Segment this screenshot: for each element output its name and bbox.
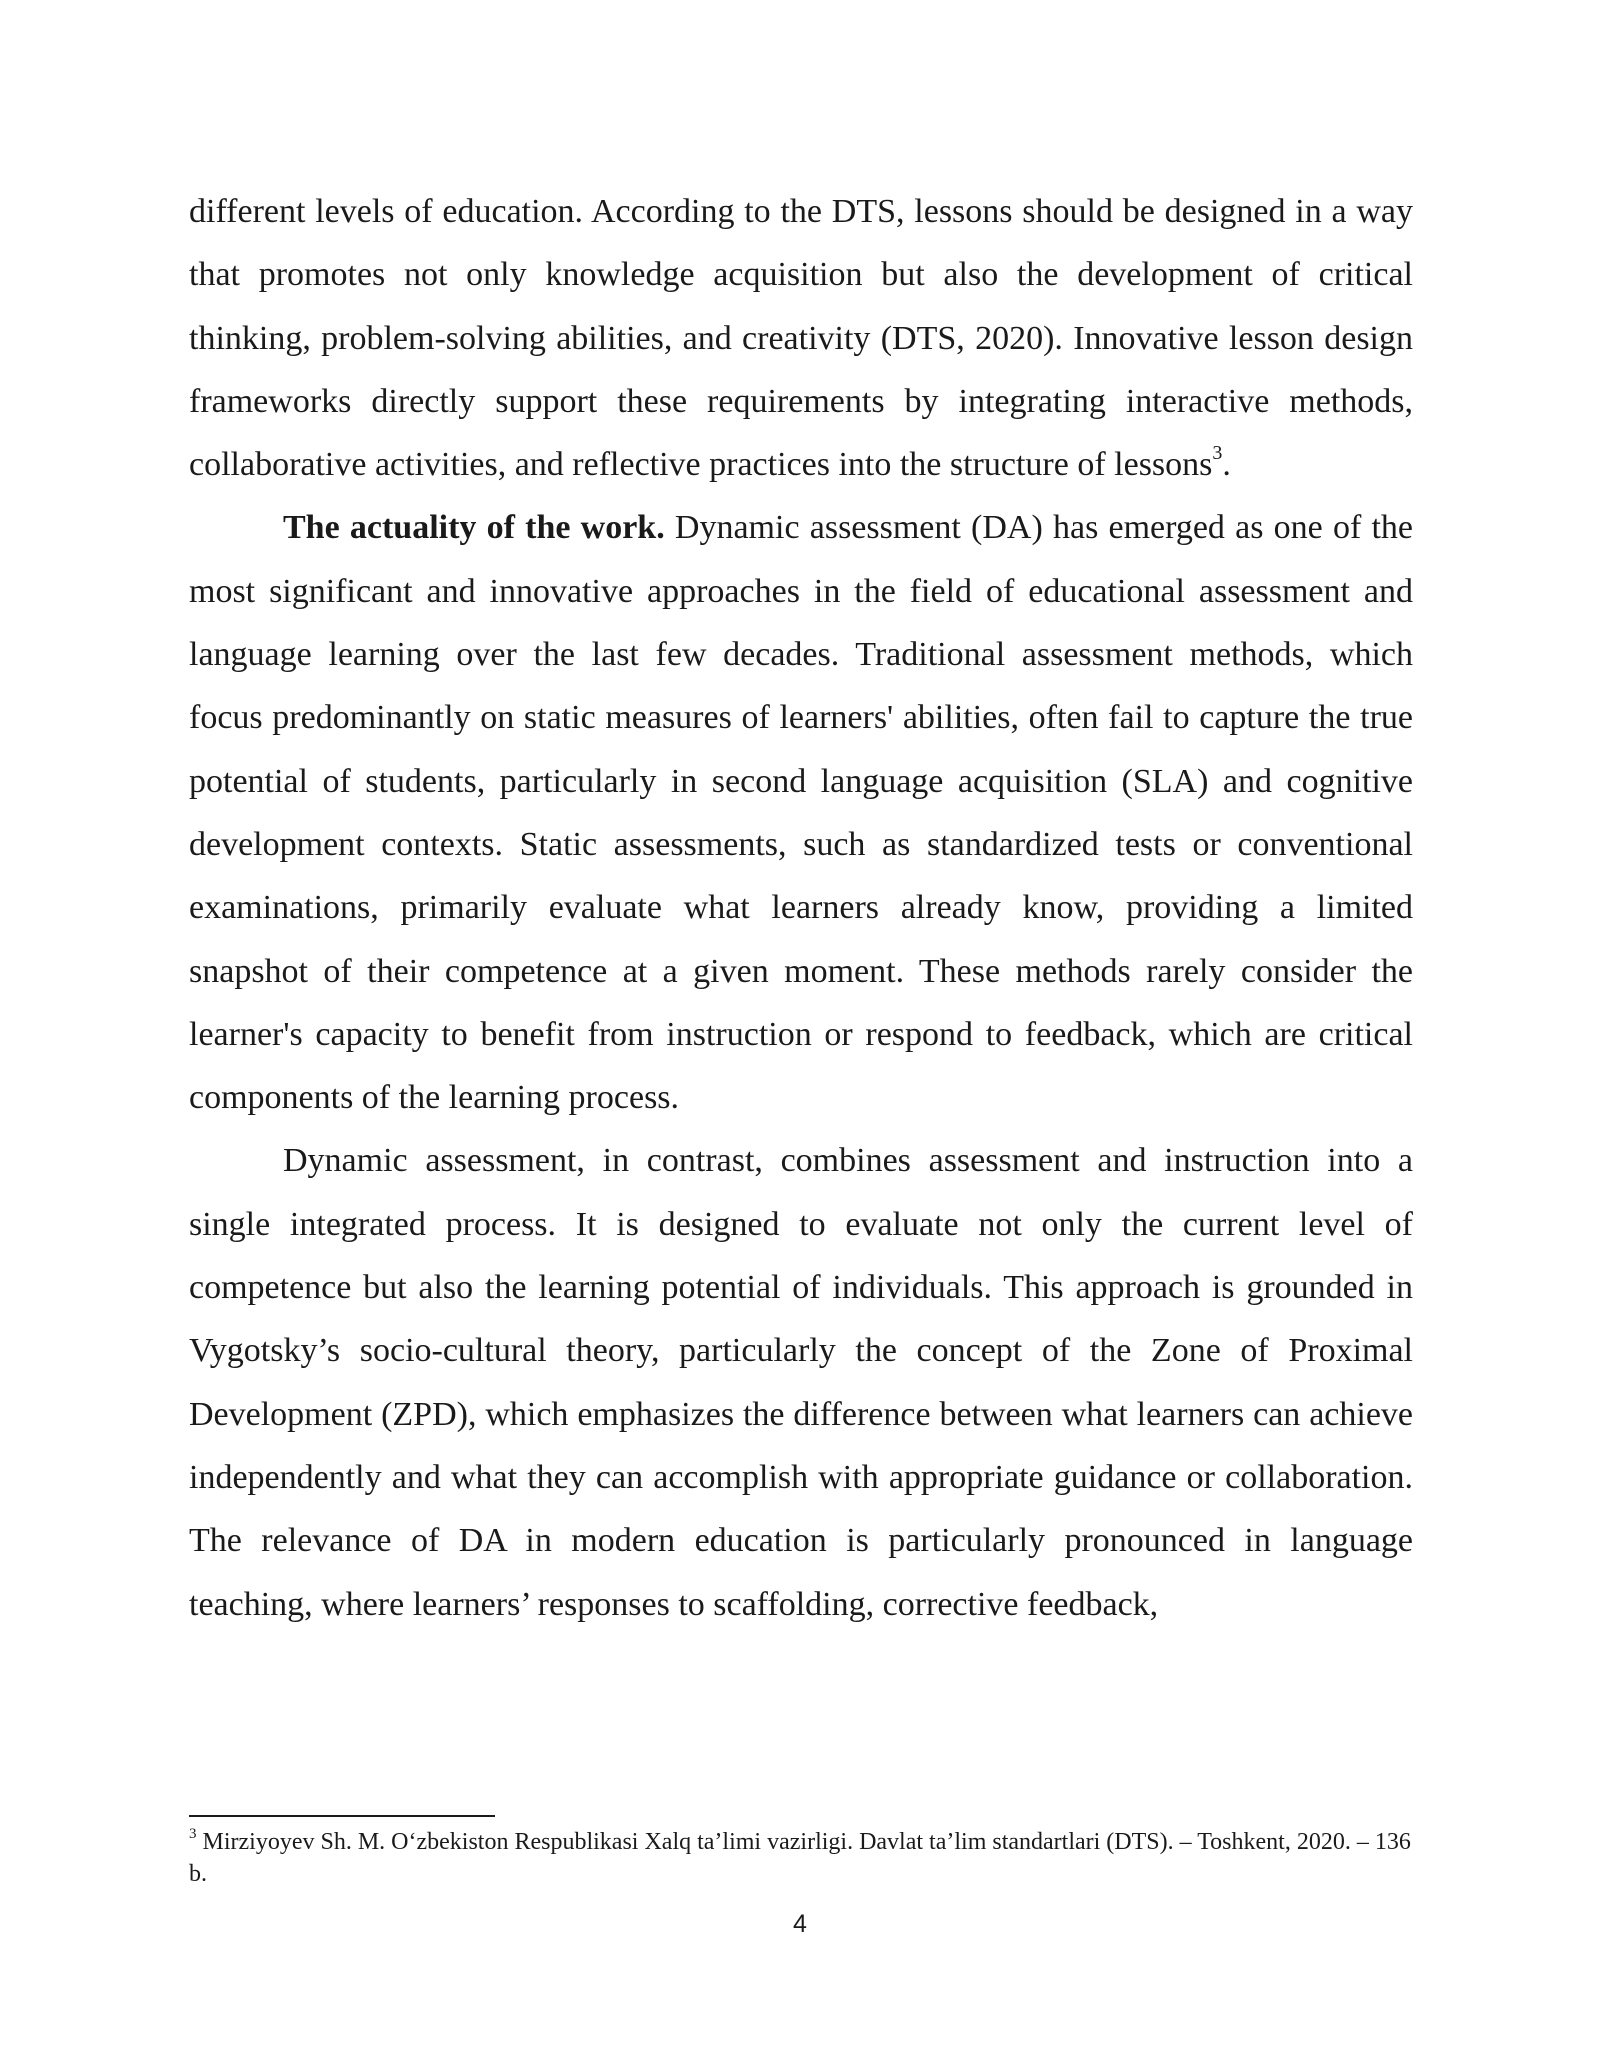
- footnote: [189, 1826, 1413, 1890]
- paragraph-3-text: Dynamic assessment, in contrast, combines assessment and instruction into a single integrated process. It is designed to evaluate not only the current level of competence but also the learning potential of individuals. This approach is grounded in Vygotsky’s socio-cultural theory, particularly the concept of the Zone of Proximal Development (ZPD), which emphasizes the difference between what learners can achieve independently and what they can accomplish with appropriate guidance or collaboration. The relevance of DA in modern education is particularly pronounced in language teaching, where learners’ responses to scaffolding, corrective feedback,: [189, 1142, 1413, 1623]
- footnote-marker: 3: [189, 1826, 197, 1842]
- paragraph-1-ending: .: [1222, 446, 1231, 484]
- paragraph-2: [189, 496, 1413, 1129]
- footnote-text: Mirziyoyev Sh. M. O‘zbekiston Respublikasi Xalq ta’limi vazirligi. Davlat ta’lim standartlari (DTS). – Toshkent, 2020. – 136 b.: [189, 1829, 1411, 1887]
- paragraph-1: [189, 180, 1413, 496]
- section-lead-heading: The actuality of the work.: [283, 509, 665, 547]
- body-text: [189, 180, 1413, 1636]
- footnote-reference[interactable]: 3: [1212, 441, 1223, 464]
- paragraph-1-text: different levels of education. According to the DTS, lessons should be designed in a way that promotes not only knowledge acquisition but also the development of critical thinking, problem-solving abilities, and creativity (DTS, 2020). Innovative lesson design frameworks directly support these requirements by integrating interactive methods, collaborative activities, and reflective practices into the structure of lessons: [189, 193, 1413, 484]
- page-number: 4: [793, 1910, 807, 1938]
- paragraph-3: [189, 1129, 1413, 1635]
- paragraph-2-text: Dynamic assessment (DA) has emerged as one of the most significant and innovative approaches in the field of educational assessment and language learning over the last few decades. Traditional assessment methods, which focus predominantly on static measures of learners' abilities, often fail to capture the true potential of students, particularly in second language acquisition (SLA) and cognitive development contexts. Static assessments, such as standardized tests or conventional examinations, primarily evaluate what learners already know, providing a limited snapshot of their competence at a given moment. These methods rarely consider the learner's capacity to benefit from instruction or respond to feedback, which are critical components of the learning process.: [189, 509, 1413, 1117]
- footnote-separator: [189, 1815, 495, 1817]
